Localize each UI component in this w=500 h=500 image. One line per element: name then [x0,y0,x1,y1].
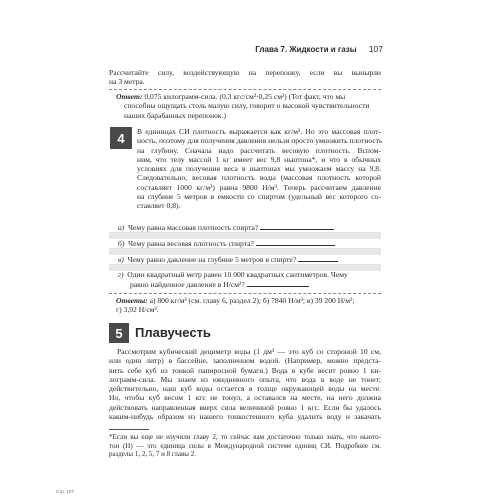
chapter-title: Глава 7. Жидкости и газы [255,45,357,54]
text-line: ность, поэтому для получения давления нельзя просто умножить плотность [137,136,383,146]
problem-number-badge: 4 [110,127,132,149]
section-title: Плавучесть [135,325,211,340]
text-line: на глубину. Сначала надо рассчитать весовую плотность. Вспом- [137,145,381,155]
question-d [118,270,381,290]
question-text: Чему равно давление на глубине 5 метров в спирте? [127,255,297,264]
problem-4-text [137,127,381,211]
text-line: лограмм-сила. Мы знаем из ежедневного опыта, что вода в воде не тонет; [109,374,381,384]
answer-block-1 [116,92,381,120]
text-line: способны ощущать столь малую силу, говорит о высокой чувствительности [124,101,370,111]
text-line: действовать направленная вверх сила величиной ровно 1 кгс. Если бы удалось [109,402,381,412]
footnote-rule [109,429,149,430]
text-line: ним, что телу массой 1 кг имеет вес 9,8 ньютона*, и что в обычных [137,154,381,164]
question-b [118,238,335,248]
section-5-text [109,347,381,421]
intro-paragraph [109,68,381,87]
text-line: 0,075 килограмм-сила. (0,3 кгс/см²·0,25 см²) (Тот факт, что мы [144,92,346,101]
text-line: Следовательно, весовая плотность воды (массовая плотность которой [137,173,381,183]
text-line: *Если вы еще не изучили главу 2, то сейчас вам достаточно только знать, что ньюто- [109,433,381,441]
text-line: В единицах СИ плотность выражается как кг/м³. Но это массовая плот- [137,127,381,136]
running-header [255,44,383,54]
answer-blank[interactable] [256,238,335,246]
question-letter: в) [118,255,124,264]
text-line: вить себе куб из тонкой папиросной бумаги.) Вода в кубе весит ровно 1 ки- [109,365,381,375]
question-letter: a) [118,223,125,232]
answer-label: Ответы: [116,296,148,305]
question-text: Один квадратный метр равен 10 000 квадратных сантиметров. Чему [127,270,348,279]
text-line: Рассчитайте силу, воздействующую на перепонку, если вы вынырли [109,68,381,77]
text-line: Но, чтобы куб весом 1 кгс не тонул, а оставался на месте, на него должна [109,393,381,403]
answer-blank[interactable] [260,222,334,230]
text-line: условиях для получения веса в ньютонах мы умножаем массу на 9,8. [137,164,381,174]
text-line: тон (Н) — это единица силы в Международной системе единиц СИ. Подробнее см. [109,441,381,450]
text-line: каким-нибудь образом из нашего тонкостенного куба удалить воду и закачать [109,412,381,422]
text-line: ставляет 0,8). [137,201,181,211]
page-number: 107 [368,44,383,54]
answer-block-2 [116,296,381,315]
section-number-badge: 5 [109,323,129,343]
text-line: на глубине 5 метров в емкости со спиртом (удельный вес которого со- [137,192,381,202]
footnote [109,433,381,459]
text-line: действительно, наш куб воды остается в толще окружающей воды на месте. [109,384,381,394]
answer-divider [109,89,381,90]
answer-divider [109,293,381,294]
text-line: наших барабанных перепонок.) [124,110,227,120]
question-text: равно найденное давление в Н/см²? [130,280,245,290]
question-c [118,254,338,264]
text-line: разделы 1, 2, 5, 7 и 8 главы 2. [109,450,196,459]
answer-label: Ответ: [116,92,143,101]
text-line: а) 800 кг/м³ (см. главу 6, раздел 2); б) 7840 Н/м³; в) 39 200 Н/м²; [149,296,355,305]
text-line: составляет 1000 кг/м³) равна 9800 Н/м³. Теперь рассчитаем давление [137,182,381,192]
question-letter: б) [118,239,125,248]
answer-blank[interactable] [247,279,309,287]
page-marker: Стр. 107 [56,489,74,494]
text-line: на 3 метра. [109,77,145,87]
answer-blank[interactable] [298,254,338,262]
text-line: г) 3,92 Н/см². [116,305,159,315]
question-text: Чему равна весовая плотность спирта? [128,239,254,248]
question-a [118,222,334,232]
text-line: или один литр) в бассейне, заполненном водой. (Например, можно предста- [109,356,381,366]
question-text: Чему равна массовая плотность спирта? [128,223,259,232]
question-letter: г) [118,270,124,279]
text-line: Рассмотрим кубический дециметр воды (1 дм³ — это куб со стороной 10 см, [117,347,381,356]
